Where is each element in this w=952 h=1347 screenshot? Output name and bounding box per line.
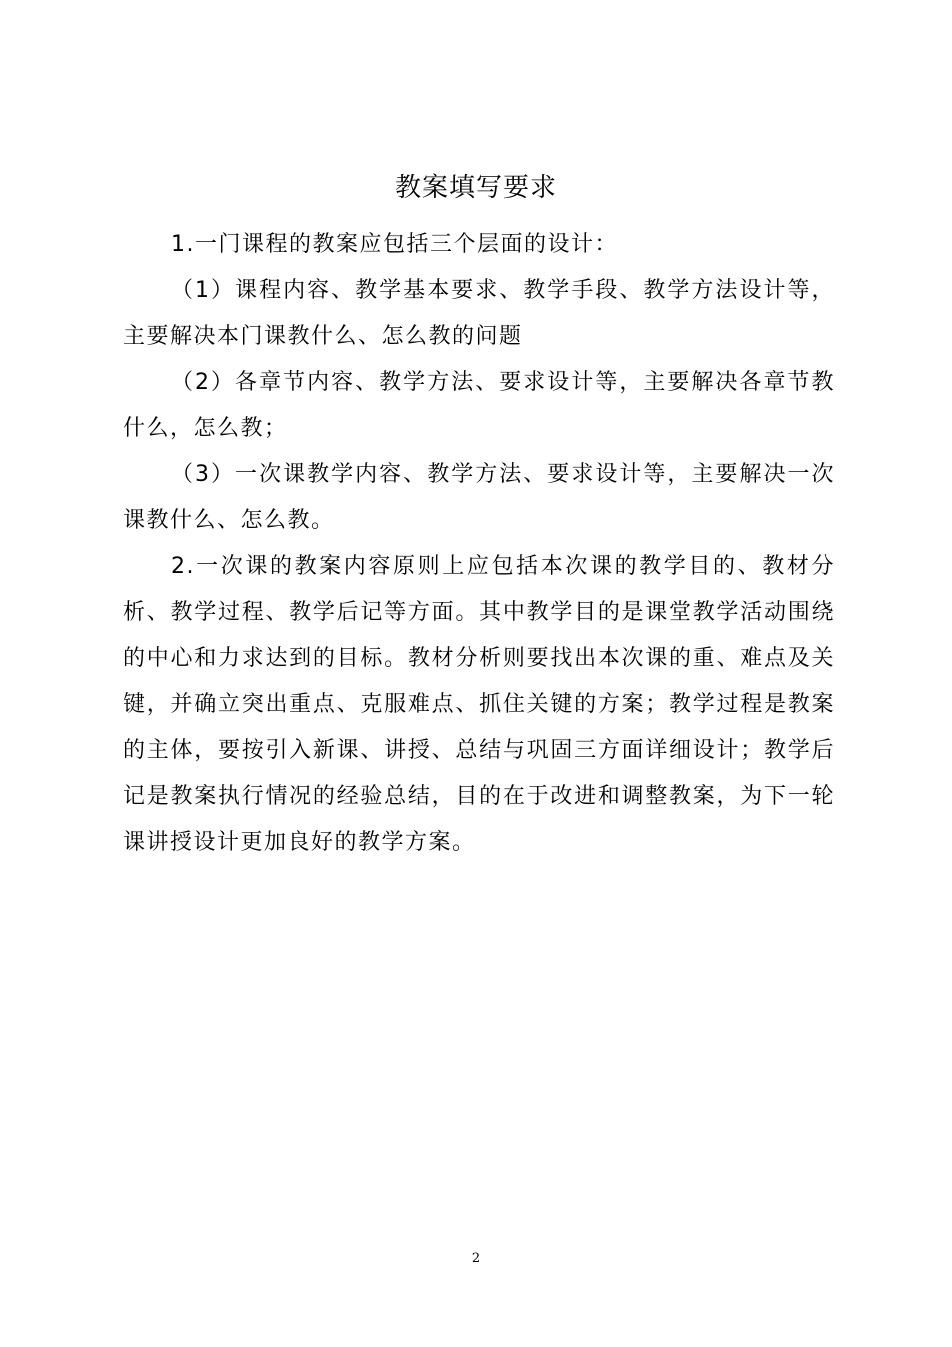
document-body: [123, 222, 835, 866]
paragraph-1: 1.一门课程的教案应包括三个层面的设计：: [171, 232, 618, 257]
page-title: 教案填写要求: [394, 173, 557, 203]
paragraph-3: （2）各章节内容、教学方法、要求设计等，主要解决各章节教什么，怎么教；: [123, 370, 835, 441]
page-number: 2: [471, 1251, 481, 1266]
paragraph-2: （1）课程内容、教学基本要求、教学手段、教学方法设计等，主要解决本门课教什么、怎么教的问题: [123, 278, 835, 349]
paragraph-4: （3）一次课教学内容、教学方法、要求设计等，主要解决一次课教什么、怎么教。: [123, 462, 835, 533]
paragraph-5: 2.一次课的教案内容原则上应包括本次课的教学目的、教材分析、教学过程、教学后记等方面。其中教学目的是课堂教学活动围绕的中心和力求达到的目标。教材分析则要找出本次课的重、难点及关键，并确立突出重点、克服难点、抓住关键的方案；教学过程是教案的主体，要按引入新课、讲授、总结与巩固三方面详细设计；教学后记是教案执行情况的经验总结，目的在于改进和调整教案，为下一轮课讲授设计更加良好的教学方案。: [123, 554, 835, 855]
